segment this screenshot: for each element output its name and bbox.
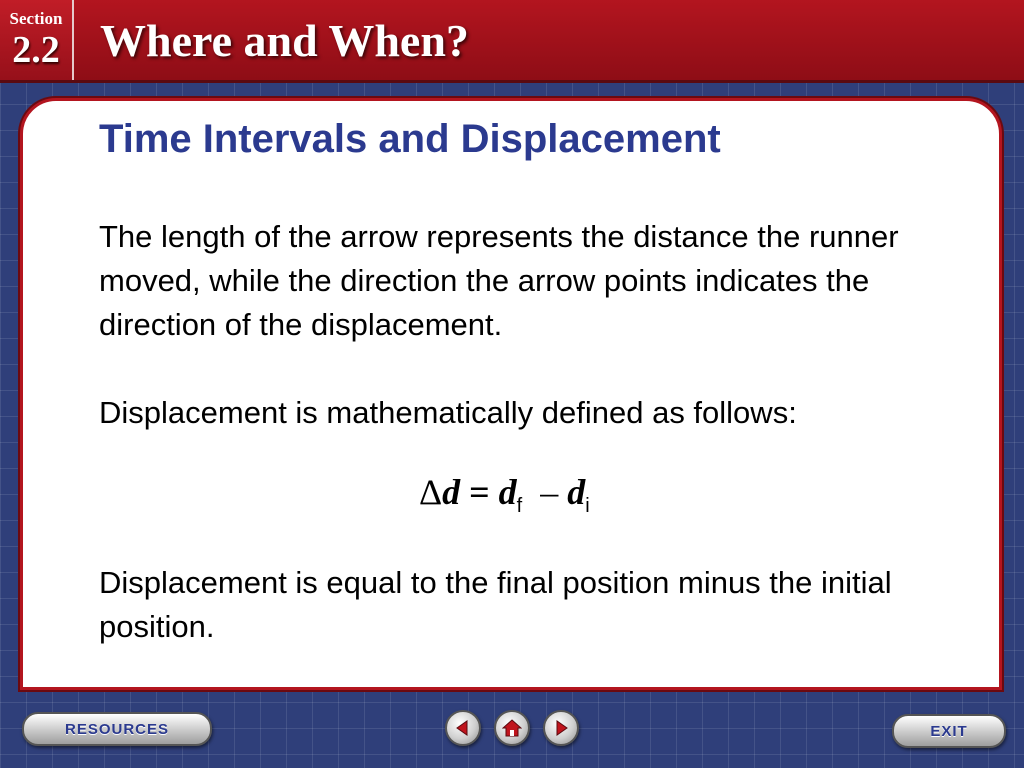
next-arrow-icon xyxy=(552,719,570,737)
content-panel xyxy=(20,98,1002,690)
equation-final-variable: d xyxy=(498,472,517,512)
paragraph-arrow-description: The length of the arrow represents the distance the runner moved, while the direction the arrow points indicates the direction of the displacement. xyxy=(99,219,899,342)
equation-lhs-variable: d xyxy=(442,472,461,512)
home-icon xyxy=(502,718,522,738)
paragraph-definition-intro: Displacement is mathematically defined as follows: xyxy=(99,395,797,430)
prev-arrow-icon xyxy=(454,719,472,737)
section-number: 2.2 xyxy=(12,29,60,71)
home-button[interactable] xyxy=(494,710,530,746)
displacement-equation xyxy=(419,471,590,518)
equation-final-subscript: f xyxy=(516,495,523,518)
equation-minus: – xyxy=(540,472,559,512)
header-title: Where and When? xyxy=(100,15,469,66)
prev-slide-button[interactable] xyxy=(445,710,481,746)
header-bar xyxy=(0,0,1024,83)
section-badge xyxy=(0,0,74,80)
equation-equals: = xyxy=(469,472,490,512)
next-slide-button[interactable] xyxy=(543,710,579,746)
resources-button[interactable]: RESOURCES xyxy=(22,712,212,746)
exit-button[interactable]: EXIT xyxy=(892,714,1006,748)
equation-initial-variable: d xyxy=(567,472,586,512)
equation-initial-subscript: i xyxy=(585,495,590,518)
section-label: Section xyxy=(9,9,63,28)
paragraph-definition-explanation: Displacement is equal to the final position minus the initial position. xyxy=(99,565,892,644)
delta-symbol: Δ xyxy=(419,472,443,512)
slide-title: Time Intervals and Displacement xyxy=(99,117,721,161)
